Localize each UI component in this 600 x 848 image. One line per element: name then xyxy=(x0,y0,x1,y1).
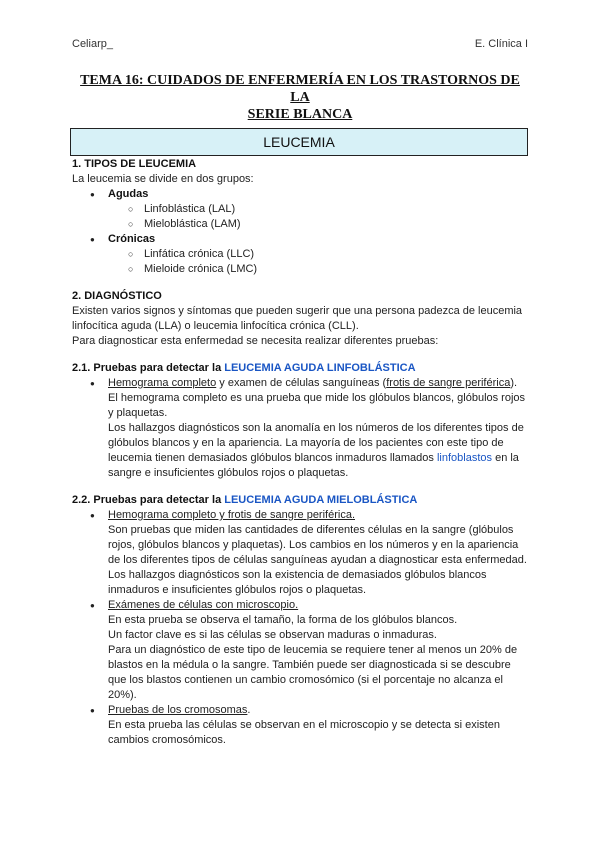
list-item-hemograma-lal xyxy=(72,376,532,481)
page-title-line-1: TEMA 16: CUIDADOS DE ENFERMERÍA EN LOS TRASTORNOS DE LA xyxy=(80,73,520,105)
hemograma-end: ). xyxy=(510,377,518,389)
list-item: ○ Linfoblástica (LAL) xyxy=(72,202,532,217)
heading-2-1-highlight: LEUCEMIA AGUDA LINFOBLÁSTICA xyxy=(224,362,416,374)
hemograma-mid: y examen de células sanguíneas ( xyxy=(216,377,387,389)
section-title-box xyxy=(70,128,528,156)
cromosomas-paragraph-1: En esta prueba las células se observan en el microscopio y se detecta si existen cambios cromosómicos. xyxy=(108,719,500,746)
pruebas-lam-list xyxy=(72,508,532,748)
list-item-hemograma-lam xyxy=(72,508,532,598)
microscopio-paragraph-2: Un factor clave es si las células se observan maduras o inmaduras. xyxy=(108,629,437,641)
heading-2-2-prefix: 2.2. Pruebas para detectar la xyxy=(72,494,225,506)
microscopio-title: ● Exámenes de células con microscopio. xyxy=(108,599,299,611)
pruebas-lal-list xyxy=(72,376,532,481)
heading-2-2 xyxy=(72,493,532,508)
heading-tipos: 1. TIPOS DE LEUCEMIA xyxy=(72,158,197,170)
diagnostico-paragraph-1: Existen varios signos y síntomas que pueden sugerir que una persona padezca de leucemia linfocítica aguda (LLA) o leucemia linfocítica crónica (CLL). xyxy=(72,305,523,332)
heading-2-1 xyxy=(72,361,532,376)
hemograma-term: Hemograma completo xyxy=(108,377,217,389)
list-item-microscopio xyxy=(72,598,532,703)
agudas-label: Agudas xyxy=(108,188,149,200)
frotis-term: frotis de sangre periférica xyxy=(386,377,511,389)
list-item-agudas xyxy=(72,187,532,232)
agudas-sublist xyxy=(72,202,532,232)
linfoblastos-link[interactable]: linfoblastos xyxy=(436,452,493,464)
hemograma-lam-paragraph-2: Los hallazgos diagnósticos son la existencia de demasiados glóbulos blancos inmaduros e insuficientes glóbulos rojos o plaquetas. xyxy=(108,569,487,596)
page-title-line-2: SERIE BLANCA xyxy=(247,107,353,122)
cronicas-label: Crónicas xyxy=(108,233,156,245)
page-title xyxy=(72,72,528,123)
list-item-cromosomas xyxy=(72,703,532,748)
hallazgos-text-b: en la sangre e insuficientes glóbulos rojos o plaquetas. xyxy=(108,452,519,479)
microscopio-paragraph-3: Para un diagnóstico de este tipo de leucemia se requiere tener al menos un 20% de blastos en la médula o la sangre. También puede ser diagnosticada si se descubre que los blastos contienen un cambio cromosómico (si el porcentaje no alcanza el 20%). xyxy=(108,644,518,701)
hemograma-lam-paragraph-1: Son pruebas que miden las cantidades de diferentes células en la sangre (glóbulos rojos, glóbulos blancos y plaquetas). Los cambios en los números y en la apariencia de los diferentes tipos de células sanguíneas ayudan a diagnosticar esta enfermedad. xyxy=(108,524,527,566)
tipos-intro: La leucemia se divide en dos grupos: xyxy=(72,173,254,185)
hemograma-lal-paragraph-1: El hemograma completo es una prueba que mide los glóbulos blancos, glóbulos rojos y plaquetas. xyxy=(108,392,526,419)
list-item-cronicas xyxy=(72,232,532,277)
list-item: ○ Mieloblástica (LAM) xyxy=(72,217,532,232)
tipos-list xyxy=(72,187,532,277)
diagnostico-paragraph-2: Para diagnosticar esta enfermedad se necesita realizar diferentes pruebas: xyxy=(72,335,439,347)
cronicas-sublist xyxy=(72,247,532,277)
header-author: Celiarp_ xyxy=(72,38,113,50)
list-item: ○ Linfática crónica (LLC) xyxy=(72,247,532,262)
document-body xyxy=(72,157,532,748)
hallazgos-text-a: Los hallazgos diagnósticos son la anomalía en los números de los diferentes tipos de glóbulos blancos y en la apariencia. La mayoría de los pacientes con este tipo de leucemia tienen demasiados glóbulos blancos inmaduros llamados xyxy=(108,422,524,464)
heading-2-1-prefix: 2.1. Pruebas para detectar la xyxy=(72,362,225,374)
header-subject: E. Clínica I xyxy=(474,38,528,50)
heading-diagnostico: 2. DIAGNÓSTICO xyxy=(72,290,162,302)
hemograma-lam-title: ● Hemograma completo y frotis de sangre periférica. xyxy=(108,509,355,521)
cromosomas-title-end: . xyxy=(247,704,251,716)
section-title: LEUCEMIA xyxy=(263,134,335,150)
cromosomas-title: Pruebas de los cromosomas xyxy=(108,704,248,716)
microscopio-paragraph-1: En esta prueba se observa el tamaño, la forma de los glóbulos blancos. xyxy=(108,614,458,626)
hemograma-lal-paragraph-2 xyxy=(108,421,532,481)
list-item: ○ Mieloide crónica (LMC) xyxy=(72,262,532,277)
heading-2-2-highlight: LEUCEMIA AGUDA MIELOBLÁSTICA xyxy=(224,494,418,506)
